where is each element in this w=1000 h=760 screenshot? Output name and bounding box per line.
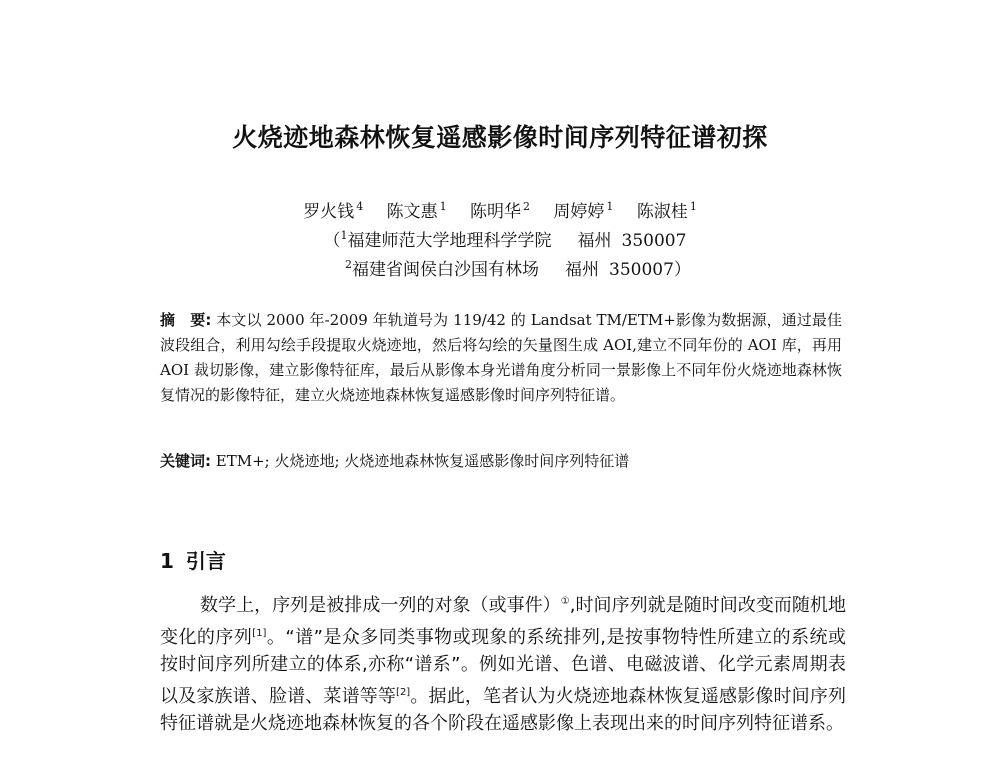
affiliation-mark: 1 xyxy=(340,229,348,242)
author xyxy=(553,196,613,223)
author-name: 罗火钱 xyxy=(303,202,355,222)
affiliation-zip: 350007 xyxy=(609,260,674,280)
affiliation-city: 福州 xyxy=(565,260,600,280)
affiliation-2: $^2$福建省闽侯白沙国有林场 福州 350007） xyxy=(345,258,691,280)
footnote-mark: ① xyxy=(560,596,570,607)
author-affiliation-mark: 4 xyxy=(356,200,364,213)
section-number: 1 xyxy=(160,549,174,573)
section-title: 引言 xyxy=(185,549,226,573)
author xyxy=(637,196,697,223)
author-name: 周婷婷 xyxy=(553,202,605,222)
author xyxy=(303,196,363,223)
author-affiliation-mark: 1 xyxy=(606,200,614,213)
body-paragraph: 数学上，序列是被排成一列的对象（或事件）①,时间序列就是随时间改变而随机地变化的序列[1]。“谱”是众多同类事物或现象的系统排列,是按事物特性所建立的系统或按时间序列所建立的体系,亦称“谱系”。例如光谱、色谱、电磁波谱、化学元素周期表以及家族谱、脸谱、菜谱等等[2]。据此，笔者认为火烧迹地森林恢复遥感影像时间序列特征谱就是火烧迹地森林恢复的各个阶段在遥感影像上表现出来的时间序列特征谱系。 xyxy=(160,595,846,734)
author-name: 陈文惠 xyxy=(386,202,438,222)
citation-ref: [2] xyxy=(396,686,411,698)
keywords-label: 关键词: xyxy=(160,452,211,470)
abstract-label: 摘 要: xyxy=(160,311,212,329)
keywords-text: ETM+; 火烧迹地; 火烧迹地森林恢复遥感影像时间序列特征谱 xyxy=(215,452,630,470)
affiliation-name: 福建师范大学地理科学学院 xyxy=(347,231,552,251)
affiliation-mark: 2 xyxy=(345,258,353,271)
paper-title: 火烧迹地森林恢复遥感影像时间序列特征谱初探 xyxy=(232,123,768,152)
author xyxy=(387,196,447,223)
author-affiliation-mark: 1 xyxy=(689,200,697,213)
author-list xyxy=(0,196,1000,223)
affiliation-city: 福州 xyxy=(577,231,612,251)
author xyxy=(470,196,530,223)
keywords xyxy=(160,449,842,474)
abstract xyxy=(160,308,842,408)
author-affiliation-mark: 2 xyxy=(523,200,530,213)
affiliation-name: 福建省闽侯白沙国有林场 xyxy=(352,260,540,280)
author-name: 陈明华 xyxy=(470,202,521,222)
affiliation-1: （$^1$福建师范大学地理科学学院 福州 350007 xyxy=(323,229,687,251)
citation-ref: [1] xyxy=(252,627,267,639)
author-name: 陈淑桂 xyxy=(636,202,688,222)
author-affiliation-mark: 1 xyxy=(439,200,447,213)
abstract-text: 本文以 2000 年-2009 年轨道号为 119/42 的 Landsat TM/ETM+影像为数据源，通过最佳波段组合，利用勾绘手段提取火烧迹地，然后将勾绘的矢量图生成 AOI,建立不同年份的 AOI 库，再用 AOI 裁切影像，建立影像特征库，最后从影像本身光谱角度分析同一景影像上不同年份火烧迹地森林恢复情况的影像特征，建立火烧迹地森林恢复遥感影像时间序列特征谱。 xyxy=(160,311,843,404)
section-heading xyxy=(160,545,226,574)
affiliation-zip: 350007 xyxy=(621,231,687,251)
